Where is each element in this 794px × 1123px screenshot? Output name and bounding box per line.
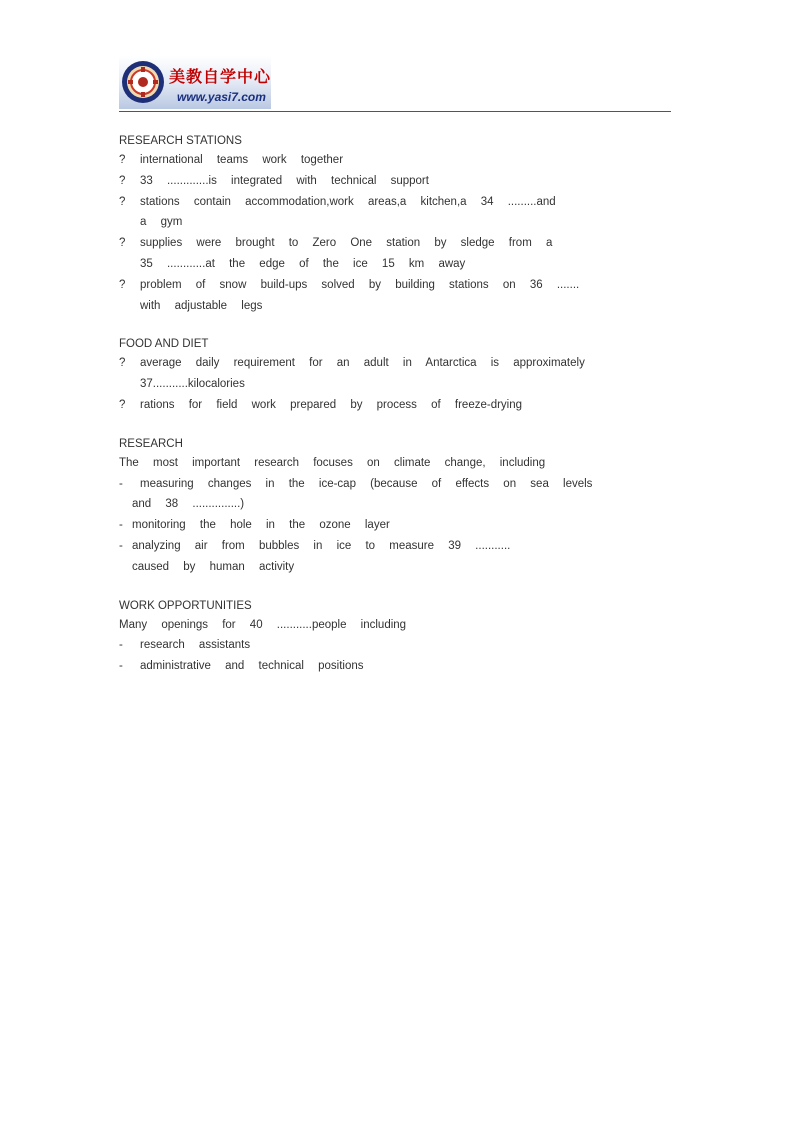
- bullet-mark: -: [119, 519, 123, 532]
- list-item: [119, 212, 679, 233]
- bullet-mark: ?: [119, 154, 126, 166]
- section-heading: RESEARCH: [119, 437, 183, 450]
- list-item-text: caused by human activity: [132, 560, 295, 573]
- list-item-text: stations contain accommodation,work areas,a kitchen,a 34 .........and: [140, 195, 556, 208]
- logo: [119, 56, 271, 109]
- bullet-mark: ?: [119, 174, 126, 187]
- bullet-mark: -: [119, 660, 123, 673]
- list-item: [119, 374, 679, 395]
- list-item: [119, 353, 679, 374]
- list-item-text: 37...........kilocalories: [140, 378, 245, 391]
- list-item: [119, 635, 679, 656]
- list-item-text: a gym: [140, 216, 183, 229]
- list-item: [119, 515, 679, 536]
- section-heading: RESEARCH STATIONS: [119, 135, 242, 147]
- list-item: [119, 192, 679, 213]
- list-item-text: international teams work together: [140, 154, 344, 166]
- list-item: [119, 536, 679, 557]
- list-item: [119, 474, 679, 495]
- list-item: [119, 233, 679, 254]
- list-item-text: administrative and technical positions: [140, 660, 364, 673]
- list-item-text: with adjustable legs: [140, 299, 263, 312]
- bullet-mark: ?: [119, 237, 126, 250]
- list-item-text: and 38 ...............): [132, 498, 245, 511]
- list-item-text: monitoring the hole in the ozone layer: [132, 519, 390, 532]
- bullet-mark: -: [119, 539, 123, 552]
- list-item: [119, 494, 679, 515]
- section-intro-text: Many openings for 40 ...........people including: [119, 618, 407, 631]
- list-item-text: measuring changes in the ice-cap (because of effects on sea levels: [140, 477, 593, 490]
- list-item-text: 35 ............at the edge of the ice 15 km away: [140, 257, 466, 270]
- list-item: [119, 275, 679, 296]
- bullet-mark: ?: [119, 398, 126, 411]
- list-item-text: supplies were brought to Zero One station by sledge from a: [140, 237, 553, 250]
- list-item-text: 33 .............is integrated with technical support: [140, 174, 429, 187]
- list-item: [119, 296, 679, 317]
- list-item: [119, 395, 679, 416]
- list-item-text: research assistants: [140, 639, 251, 652]
- bullet-mark: ?: [119, 357, 126, 370]
- section-heading: WORK OPPORTUNITIES: [119, 599, 252, 612]
- logo-url: www.yasi7.com: [177, 90, 266, 104]
- logo-chinese-name: 美教自学中心: [169, 67, 272, 86]
- section-intro: [119, 615, 679, 636]
- notes-content: [119, 132, 679, 677]
- section-intro-text: The most important research focuses on climate change, including: [119, 456, 546, 469]
- list-item: [119, 150, 679, 171]
- list-item: [119, 171, 679, 192]
- bullet-mark: ?: [119, 278, 126, 291]
- section-intro: [119, 453, 679, 474]
- page-header: [119, 56, 671, 112]
- list-item-text: rations for field work prepared by process of freeze-drying: [140, 398, 523, 411]
- list-item-text: average daily requirement for an adult in Antarctica is approximately: [140, 357, 585, 370]
- list-item: [119, 656, 679, 677]
- section-spacer: [119, 316, 679, 335]
- list-item-text: problem of snow build-ups solved by building stations on 36 .......: [140, 278, 580, 291]
- bullet-mark: ?: [119, 195, 126, 208]
- section-spacer: [119, 578, 679, 597]
- list-item: [119, 254, 679, 275]
- section-spacer: [119, 416, 679, 435]
- section-heading: FOOD AND DIET: [119, 338, 209, 351]
- bullet-mark: -: [119, 477, 123, 490]
- list-item: [119, 557, 679, 578]
- bullet-mark: -: [119, 639, 123, 652]
- list-item-text: analyzing air from bubbles in ice to measure 39 ...........: [132, 539, 511, 552]
